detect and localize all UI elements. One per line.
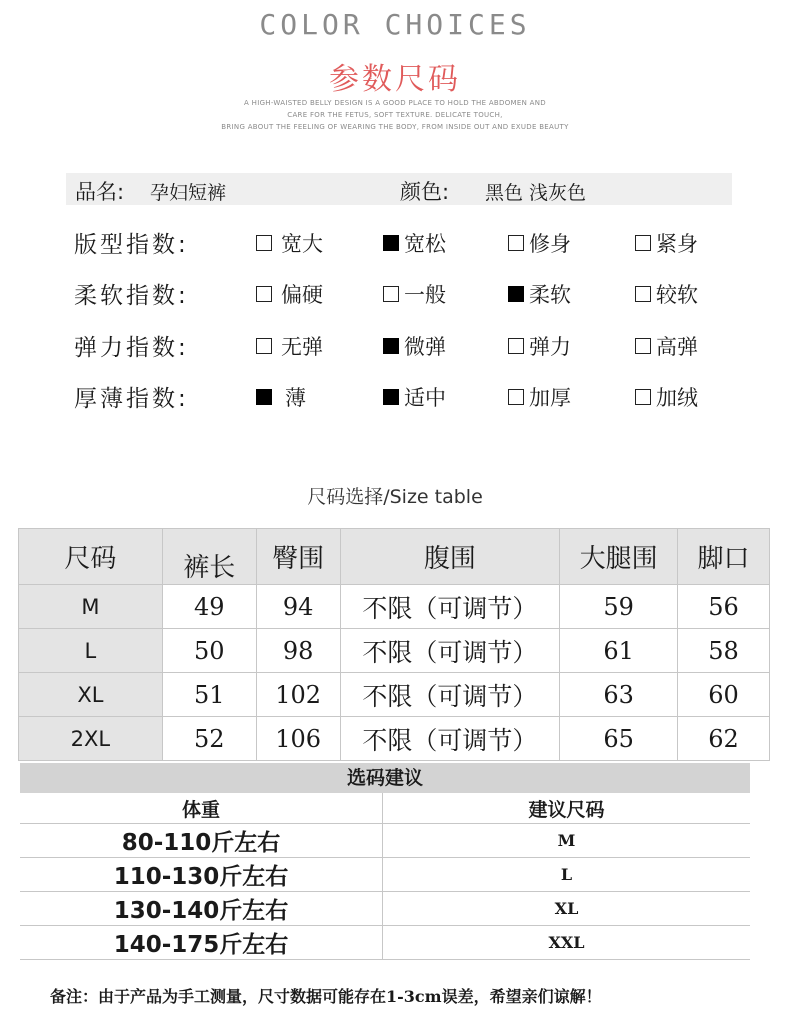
checked-box-icon (256, 389, 272, 405)
index-option-label: 适中 (404, 386, 446, 410)
table-cell: 61 (560, 629, 678, 673)
size-cell: XL (383, 892, 751, 926)
weight-cell: 110-130斤左右 (20, 858, 383, 892)
table-row (19, 629, 770, 673)
header-cell: 腹围 (340, 529, 560, 585)
table-cell: 58 (678, 629, 770, 673)
product-name-label: 品名: (75, 180, 125, 204)
table-row (19, 585, 770, 629)
product-name-value: 孕妇短裤 (150, 182, 227, 204)
table-row (19, 673, 770, 717)
empty-box-icon (508, 338, 524, 354)
table-cell: 51 (162, 673, 256, 717)
index-option-label: 微弹 (404, 335, 446, 359)
recommend-table (20, 793, 750, 960)
product-color-value: 黑色 浅灰色 (485, 182, 587, 204)
checked-box-icon (383, 235, 399, 251)
empty-box-icon (635, 235, 651, 251)
empty-box-icon (635, 338, 651, 354)
size-cell: L (383, 858, 751, 892)
empty-box-icon (635, 389, 651, 405)
table-cell: 不限（可调节） (340, 629, 560, 673)
index-option-label: 修身 (529, 232, 571, 256)
table-row (20, 926, 750, 960)
table-cell: 56 (678, 585, 770, 629)
header-cell: 裤长 (162, 529, 256, 585)
index-label: 柔软指数: (74, 283, 189, 309)
table-row (20, 892, 750, 926)
index-option (508, 382, 571, 412)
header-cell: 臀围 (256, 529, 340, 585)
table-cell: 50 (162, 629, 256, 673)
index-option (383, 279, 446, 309)
header-cell: 建议尺码 (383, 793, 751, 824)
table-row (19, 717, 770, 761)
empty-box-icon (508, 235, 524, 251)
table-cell: 106 (256, 717, 340, 761)
table-cell: 63 (560, 673, 678, 717)
index-option (508, 279, 571, 309)
table-cell: 59 (560, 585, 678, 629)
tagline-line-3: BRING ABOUT THE FEELING OF WEARING THE BODY, FROM INSIDE OUT AND EXUDE BEAUTY (221, 123, 569, 131)
index-option-label: 较软 (656, 283, 698, 307)
table-cell: 52 (162, 717, 256, 761)
index-option-label: 宽大 (281, 232, 323, 256)
empty-box-icon (256, 235, 272, 251)
size-cell: XXL (383, 926, 751, 960)
index-option-label: 薄 (285, 386, 306, 410)
table-row (20, 824, 750, 858)
checked-box-icon (383, 338, 399, 354)
index-option (256, 382, 306, 412)
empty-box-icon (635, 286, 651, 302)
index-option-label: 加厚 (529, 386, 571, 410)
index-option-label: 柔软 (529, 283, 571, 307)
table-cell: 94 (256, 585, 340, 629)
header-cell: 体重 (20, 793, 383, 824)
index-option (383, 331, 446, 361)
size-cell: M (19, 585, 163, 629)
table-cell: 98 (256, 629, 340, 673)
size-cell: 2XL (19, 717, 163, 761)
index-option (383, 228, 446, 258)
title-cn: 参数尺码 (329, 62, 461, 97)
index-option (256, 331, 323, 361)
index-option (383, 382, 446, 412)
index-option-label: 一般 (404, 283, 446, 307)
weight-cell: 130-140斤左右 (20, 892, 383, 926)
table-cell: 不限（可调节） (340, 673, 560, 717)
product-color-label: 颜色: (400, 180, 450, 204)
index-option-label: 无弹 (281, 335, 323, 359)
weight-cell: 140-175斤左右 (20, 926, 383, 960)
index-option-label: 紧身 (656, 232, 698, 256)
tagline-line-1: A HIGH-WAISTED BELLY DESIGN IS A GOOD PLACE TO HOLD THE ABDOMEN AND (244, 99, 546, 107)
size-cell: XL (19, 673, 163, 717)
title-en: COLOR CHOICES (259, 8, 531, 41)
index-option (256, 228, 323, 258)
index-option (635, 228, 698, 258)
size-cell: L (19, 629, 163, 673)
empty-box-icon (508, 389, 524, 405)
empty-box-icon (256, 286, 272, 302)
index-option-label: 弹力 (529, 335, 571, 359)
table-cell: 不限（可调节） (340, 585, 560, 629)
index-label: 厚薄指数: (74, 386, 189, 412)
table-row (20, 858, 750, 892)
header-cell: 尺码 (19, 529, 163, 585)
index-option (508, 331, 571, 361)
recommend-title: 选码建议 (20, 763, 750, 793)
index-option (635, 279, 698, 309)
index-option-label: 宽松 (404, 232, 446, 256)
table-cell: 不限（可调节） (340, 717, 560, 761)
index-option (256, 279, 323, 309)
size-table-title: 尺码选择/Size table (307, 486, 483, 508)
index-option-label: 偏硬 (281, 283, 323, 307)
header-cell: 大腿围 (560, 529, 678, 585)
table-cell: 62 (678, 717, 770, 761)
table-cell: 49 (162, 585, 256, 629)
weight-cell: 80-110斤左右 (20, 824, 383, 858)
header-cell: 脚口 (678, 529, 770, 585)
index-label: 弹力指数: (74, 335, 189, 361)
table-cell: 102 (256, 673, 340, 717)
note-text: 备注：由于产品为手工测量，尺寸数据可能存在1-3cm误差，希望亲们谅解！ (50, 987, 602, 1006)
checked-box-icon (383, 389, 399, 405)
index-option (635, 382, 698, 412)
recommend-header (20, 793, 750, 824)
tagline-line-2: CARE FOR THE FETUS, SOFT TEXTURE. DELICATE TOUCH, (287, 111, 503, 119)
index-option-label: 高弹 (656, 335, 698, 359)
size-cell: M (383, 824, 751, 858)
index-option (635, 331, 698, 361)
empty-box-icon (383, 286, 399, 302)
size-table (18, 528, 770, 761)
index-option (508, 228, 571, 258)
checked-box-icon (508, 286, 524, 302)
table-cell: 65 (560, 717, 678, 761)
size-table-header (19, 529, 770, 585)
index-label: 版型指数: (74, 232, 189, 258)
table-cell: 60 (678, 673, 770, 717)
empty-box-icon (256, 338, 272, 354)
index-option-label: 加绒 (656, 386, 698, 410)
